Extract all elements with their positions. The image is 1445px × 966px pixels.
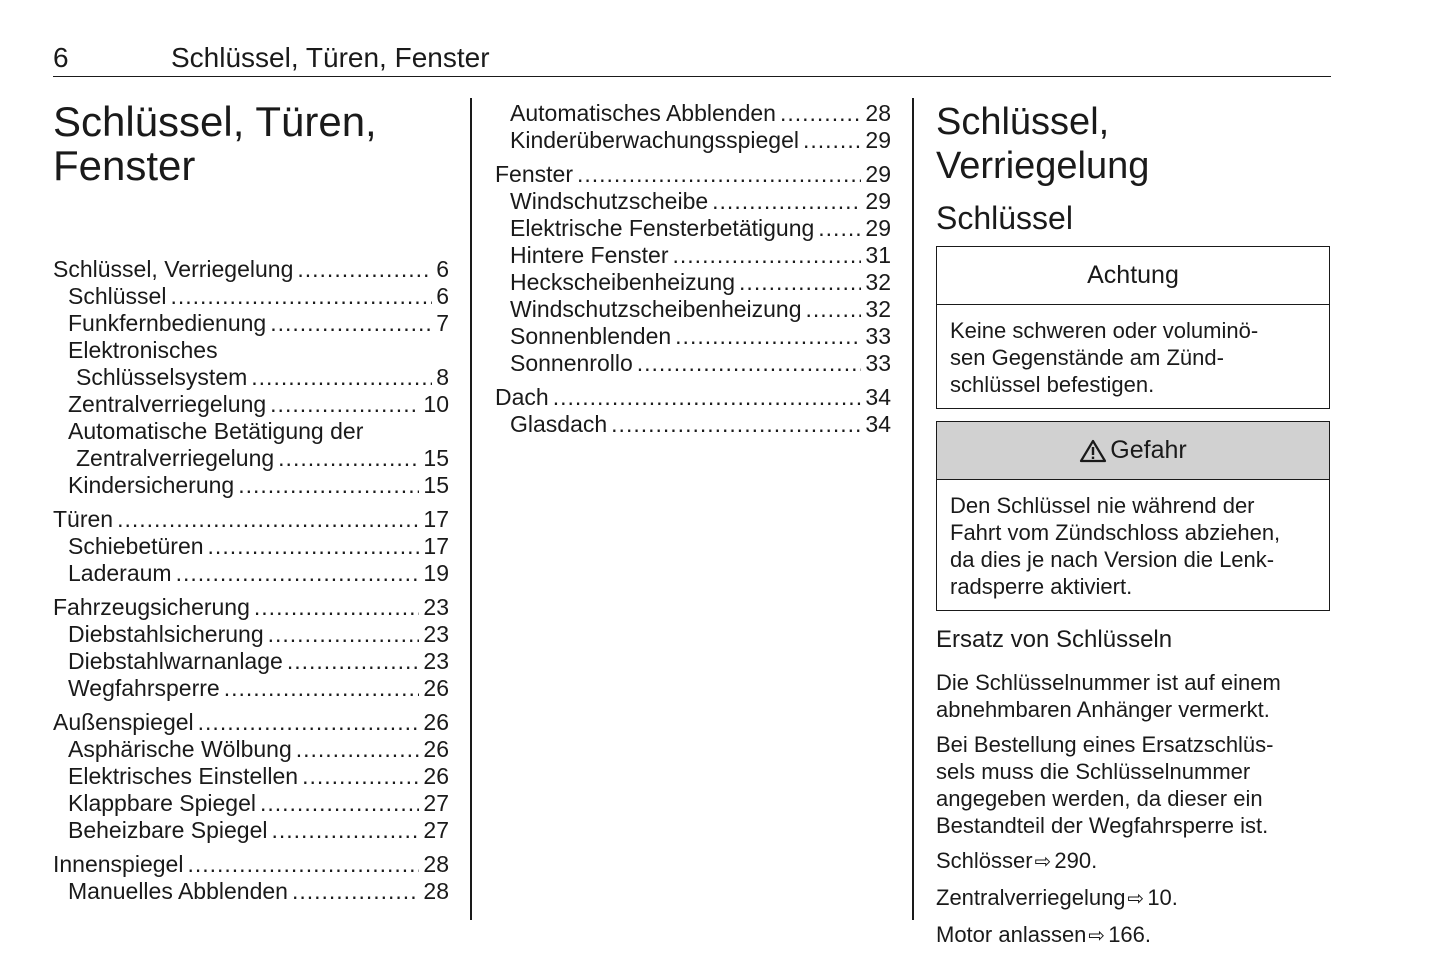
table-of-contents-continued [495, 100, 891, 438]
toc-entry[interactable]: Laderaum ..... 19 [53, 560, 449, 587]
toc-entry[interactable]: Elektrische Fensterbetätigung ..... 29 [495, 215, 891, 242]
toc-entry[interactable]: Automatisches Abblenden ..... 28 [495, 100, 891, 127]
toc-entry[interactable]: Fahrzeugsicherung ..... 23 [53, 594, 449, 621]
toc-column-1 [53, 100, 449, 905]
toc-entry[interactable]: Windschutzscheibenheizung ..... 32 [495, 296, 891, 323]
subsection-title: Schlüssel [936, 200, 1073, 236]
toc-entry[interactable]: Diebstahlsicherung ..... 23 [53, 621, 449, 648]
toc-entry[interactable]: Schlüssel ..... 6 [53, 283, 449, 310]
cross-reference-engine-start[interactable]: Motor anlassen ⇨ 166. [936, 922, 1152, 947]
caution-box [936, 246, 1330, 409]
toc-entry[interactable]: Innenspiegel ..... 28 [53, 851, 449, 878]
cross-reference-arrow-icon: ⇨ [1088, 925, 1106, 947]
content-column [936, 100, 1332, 958]
toc-entry[interactable]: Manuelles Abblenden ..... 28 [53, 878, 449, 905]
caution-text: Keine schweren oder voluminö- sen Gegenstände am Zünd- schlüssel befestigen. [950, 318, 1259, 397]
column-divider [470, 98, 472, 920]
toc-entry[interactable]: Diebstahlwarnanlage ..... 23 [53, 648, 449, 675]
toc-entry-continuation[interactable]: Zentralverriegelung ..... 15 [53, 445, 449, 472]
toc-entry[interactable]: Außenspiegel ..... 26 [53, 709, 449, 736]
toc-entry[interactable]: Funkfernbedienung ..... 7 [53, 310, 449, 337]
toc-entry[interactable]: Glasdach ..... 34 [495, 411, 891, 438]
caution-heading: Achtung [937, 247, 1329, 305]
section-title: Schlüssel, Verriegelung [936, 101, 1150, 187]
toc-entry[interactable]: Automatische Betätigung der [68, 418, 364, 444]
danger-heading: Gefahr [937, 422, 1329, 480]
toc-entry[interactable]: Hintere Fenster ..... 31 [495, 242, 891, 269]
toc-entry-continuation[interactable]: Schlüsselsystem ..... 8 [53, 364, 449, 391]
toc-entry[interactable]: Fenster ..... 29 [495, 161, 891, 188]
toc-entry[interactable]: Klappbare Spiegel ..... 27 [53, 790, 449, 817]
column-divider [912, 98, 914, 920]
toc-entry[interactable]: Asphärische Wölbung ..... 26 [53, 736, 449, 763]
toc-entry[interactable]: Windschutzscheibe ..... 29 [495, 188, 891, 215]
toc-entry[interactable]: Dach ..... 34 [495, 384, 891, 411]
toc-entry[interactable]: Kindersicherung ..... 15 [53, 472, 449, 499]
toc-entry[interactable]: Beheizbare Spiegel ..... 27 [53, 817, 449, 844]
toc-entry[interactable]: Sonnenblenden ..... 33 [495, 323, 891, 350]
toc-entry[interactable]: Elektrisches Einstellen ..... 26 [53, 763, 449, 790]
toc-entry[interactable]: Schiebetüren ..... 17 [53, 533, 449, 560]
toc-entry[interactable]: Sonnenrollo ..... 33 [495, 350, 891, 377]
toc-entry[interactable]: Wegfahrsperre ..... 26 [53, 675, 449, 702]
cross-reference-arrow-icon: ⇨ [1034, 851, 1052, 873]
warning-triangle-icon [1079, 439, 1107, 463]
ordering-paragraph: Bei Bestellung eines Ersatzschlüs- sels muss die Schlüsselnummer angegeben werden, da dieser ein Bestandteil der Wegfahrsperre ist. [936, 732, 1274, 838]
running-header-title: Schlüssel, Türen, Fenster [171, 42, 490, 73]
key-number-paragraph: Die Schlüsselnummer ist auf einem abnehmbaren Anhänger vermerkt. [936, 670, 1281, 722]
chapter-title: Schlüssel, Türen, Fenster [53, 98, 377, 189]
replacement-keys-heading: Ersatz von Schlüsseln [936, 626, 1173, 653]
toc-entry[interactable]: Zentralverriegelung ..... 10 [53, 391, 449, 418]
toc-entry[interactable]: Kinderüberwachungsspiegel ..... 29 [495, 127, 891, 154]
toc-entry[interactable]: Heckscheibenheizung ..... 32 [495, 269, 891, 296]
toc-column-2 [495, 100, 891, 438]
danger-box [936, 421, 1330, 611]
cross-reference-arrow-icon: ⇨ [1127, 888, 1145, 910]
page-number: 6 [53, 42, 69, 73]
page-header [53, 42, 1331, 77]
cross-reference-locks[interactable]: Schlösser ⇨ 290. [936, 848, 1098, 873]
table-of-contents [53, 256, 449, 905]
cross-reference-central-locking[interactable]: Zentralverriegelung ⇨ 10. [936, 885, 1178, 910]
danger-text: Den Schlüssel nie während der Fahrt vom Zündschloss abziehen, da dies je nach Version die Lenk- radsperre aktiviert. [950, 493, 1281, 599]
toc-entry[interactable]: Schlüssel, Verriegelung ..... 6 [53, 256, 449, 283]
toc-entry[interactable]: Türen ..... 17 [53, 506, 449, 533]
toc-entry[interactable]: Elektronisches [68, 337, 218, 363]
